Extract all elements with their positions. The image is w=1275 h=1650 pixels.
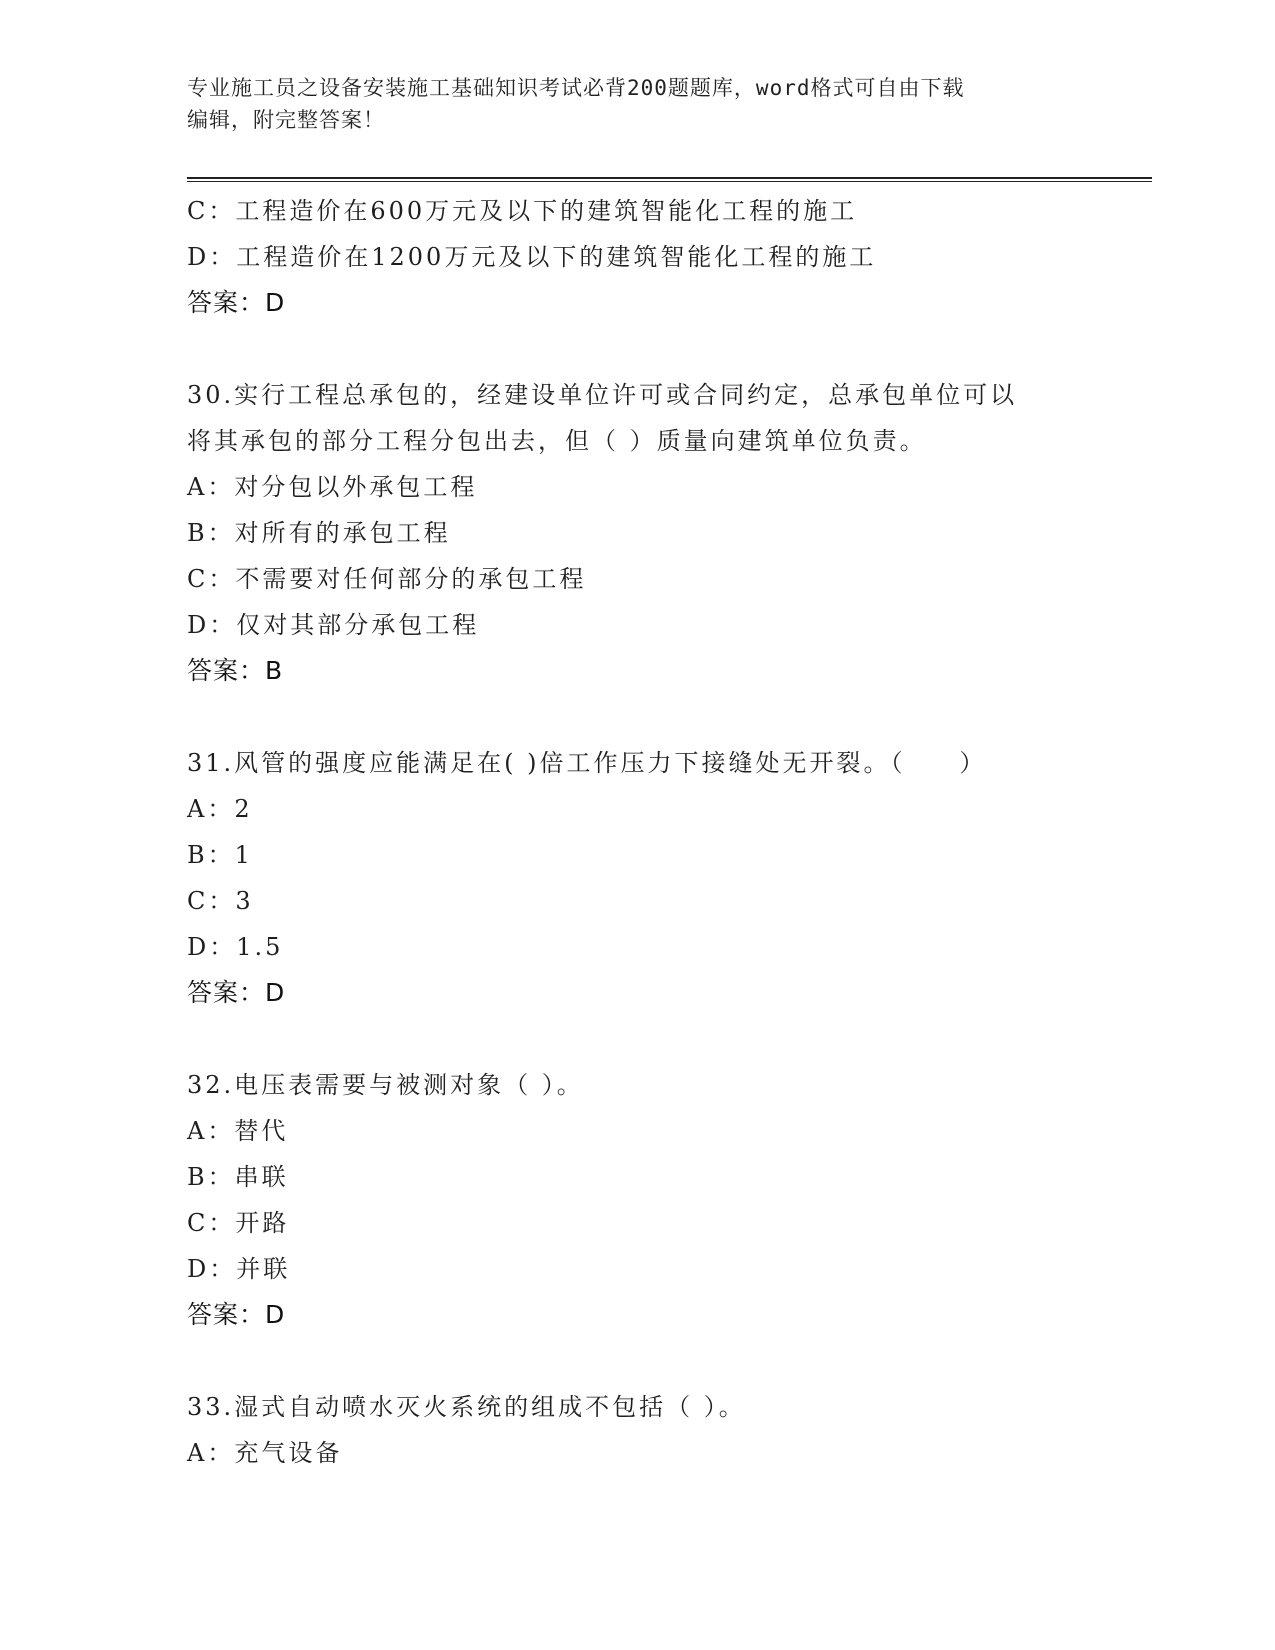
header-divider-thin [187,181,1152,182]
question-stem: 33.湿式自动喷水灭火系统的组成不包括（ ）。 [187,1393,746,1421]
question-stem: 将其承包的部分工程分包出去，但（ ）质量向建筑单位负责。 [187,427,927,455]
question-33 [187,1384,1147,1476]
question-stem: 31.风管的强度应能满足在( )倍工作压力下接缝处无开裂。（ ） [187,749,987,777]
option-b: B：串联 [187,1163,289,1191]
option-b: B：对所有的承包工程 [187,519,451,547]
question-32 [187,1062,1147,1338]
page-header [187,72,1087,136]
option-a: A：替代 [187,1117,289,1145]
question-stem: 30.实行工程总承包的，经建设单位许可或合同约定，总承包单位可以 [187,381,1018,409]
question-stem: 32.电压表需要与被测对象（ ）。 [187,1071,584,1099]
question-30 [187,372,1147,694]
option-c: C：开路 [187,1209,290,1237]
document-body [187,188,1147,1476]
header-line-2: 编辑，附完整答案！ [187,108,385,132]
option-c: C：不需要对任何部分的承包工程 [187,565,587,593]
option-c: C：工程造价在600万元及以下的建筑智能化工程的施工 [187,197,858,225]
answer-label: 答案：D [187,978,286,1007]
header-line-1: 专业施工员之设备安装施工基础知识考试必背200题题库，word格式可自由下载 [187,76,965,100]
question-continuation [187,188,1147,326]
option-d: D：并联 [187,1255,291,1283]
question-spacer [187,326,1147,372]
answer-label: 答案：D [187,288,286,317]
option-c: C：3 [187,887,254,915]
option-b: B：1 [187,841,253,869]
answer-label: 答案：D [187,1300,286,1329]
option-a: A：对分包以外承包工程 [187,473,478,501]
question-spacer [187,1338,1147,1384]
answer-label: 答案：B [187,656,284,685]
header-divider-thick [187,177,1152,179]
option-d: D：仅对其部分承包工程 [187,611,480,639]
option-d: D：1.5 [187,933,284,961]
question-spacer [187,1016,1147,1062]
question-31 [187,740,1147,1016]
option-a: A：充气设备 [187,1439,343,1467]
question-spacer [187,694,1147,740]
option-a: A：2 [187,795,253,823]
option-d: D：工程造价在1200万元及以下的建筑智能化工程的施工 [187,243,877,271]
